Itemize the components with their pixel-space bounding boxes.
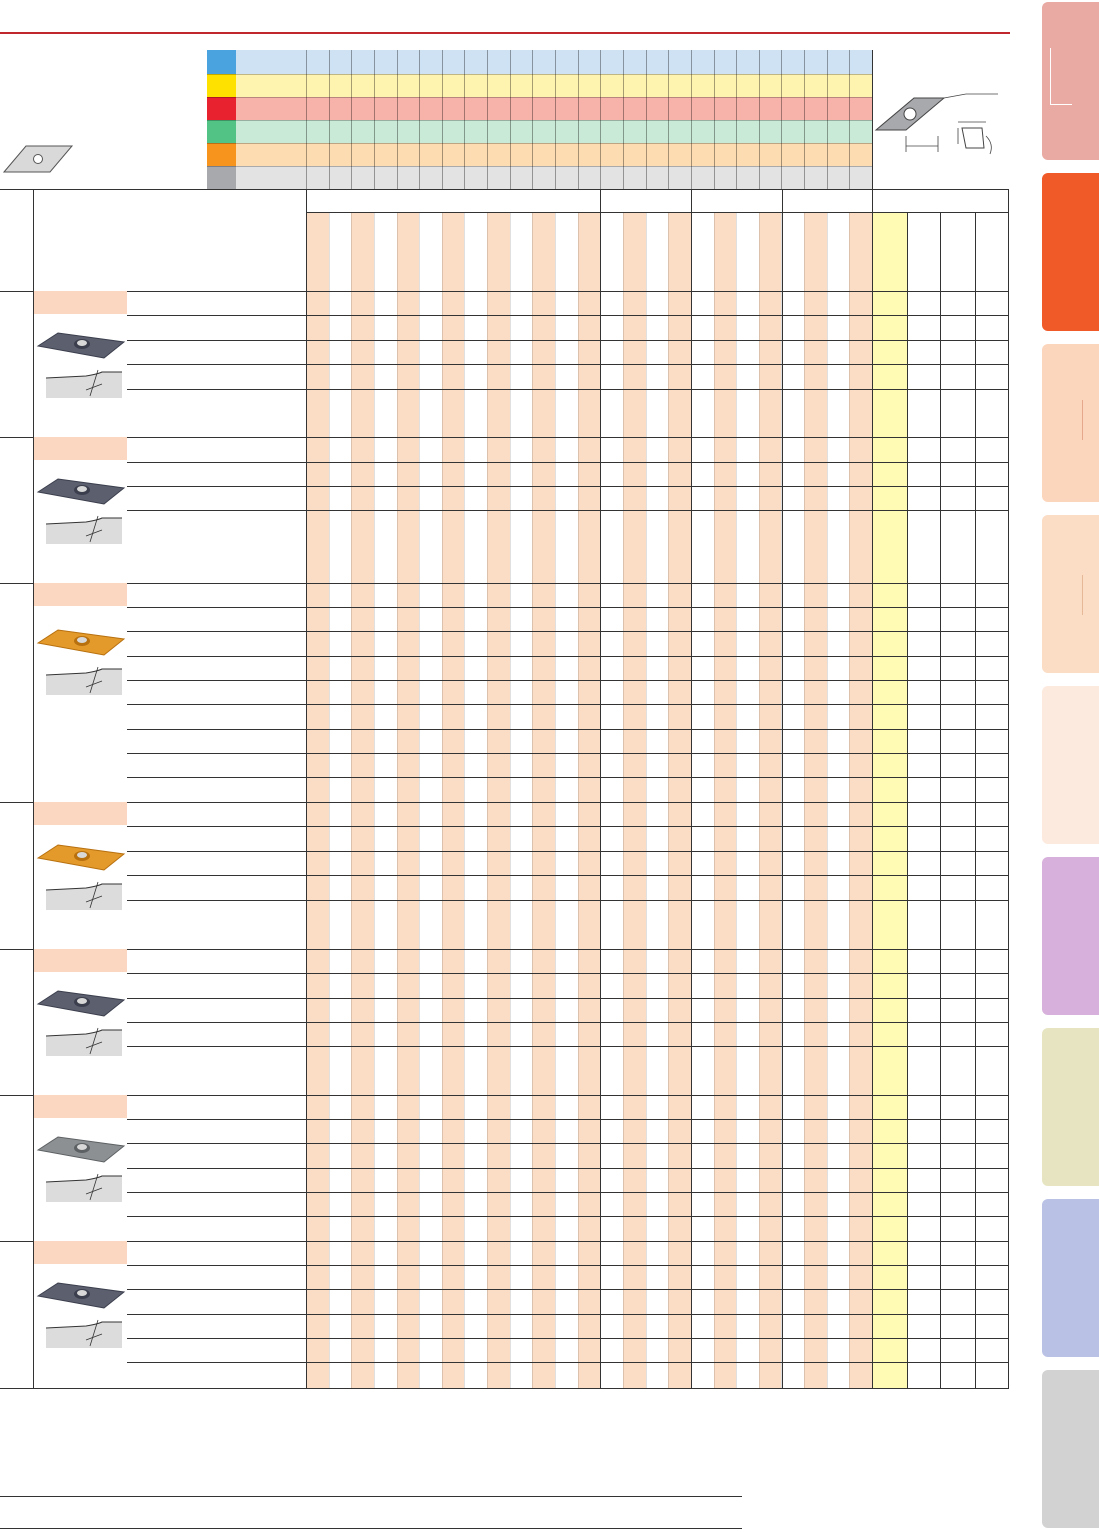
table-row bbox=[127, 656, 1009, 657]
chipbreaker-label bbox=[34, 1095, 127, 1118]
table-row bbox=[127, 1362, 1009, 1363]
table-row bbox=[127, 486, 1009, 487]
band-column-line bbox=[759, 50, 760, 189]
material-group-swatch bbox=[207, 74, 236, 97]
material-group-band bbox=[236, 120, 872, 143]
band-column-line bbox=[397, 50, 398, 189]
table-bottom-rule bbox=[0, 1388, 1009, 1389]
column-group-rule bbox=[306, 212, 1009, 213]
band-column-line bbox=[714, 50, 715, 189]
band-column-line bbox=[510, 50, 511, 189]
edge-profile-icon bbox=[46, 880, 122, 910]
edge-profile-icon bbox=[46, 514, 122, 544]
band-column-line bbox=[464, 50, 465, 189]
table-row bbox=[127, 1216, 1009, 1217]
band-column-line bbox=[827, 50, 828, 189]
column-group-divider bbox=[691, 189, 692, 1388]
table-row bbox=[127, 1143, 1009, 1144]
table-row bbox=[127, 1192, 1009, 1193]
footer-rule-bottom bbox=[0, 1528, 742, 1529]
table-row bbox=[127, 1314, 1009, 1315]
material-group-band bbox=[236, 97, 872, 120]
side-tab-marker bbox=[1050, 48, 1051, 104]
chipbreaker-label bbox=[34, 437, 127, 460]
table-row bbox=[127, 607, 1009, 608]
column-group-divider bbox=[782, 189, 783, 1388]
table-row bbox=[127, 680, 1009, 681]
section-rule bbox=[0, 1095, 1009, 1096]
band-column-line bbox=[555, 50, 556, 189]
table-row bbox=[127, 340, 1009, 341]
edge-profile-icon bbox=[46, 665, 122, 695]
table-row bbox=[127, 364, 1009, 365]
table-row bbox=[127, 1119, 1009, 1120]
insert-photo-dark bbox=[36, 476, 126, 506]
footer-rule-top bbox=[0, 1496, 742, 1497]
material-group-band bbox=[236, 143, 872, 166]
material-group-swatch bbox=[207, 97, 236, 120]
band-column-line bbox=[668, 50, 669, 189]
table-row bbox=[127, 315, 1009, 316]
table-row bbox=[127, 462, 1009, 463]
insert-photo-dark bbox=[36, 330, 126, 360]
table-row bbox=[127, 777, 1009, 778]
band-column-line bbox=[532, 50, 533, 189]
section-label-divider bbox=[33, 189, 34, 1388]
table-row bbox=[127, 1022, 1009, 1023]
table-row bbox=[127, 973, 1009, 974]
section-rule bbox=[0, 1241, 1009, 1242]
band-column-line bbox=[623, 50, 624, 189]
table-row bbox=[127, 826, 1009, 827]
material-group-band bbox=[236, 166, 872, 189]
material-group-band bbox=[236, 50, 872, 74]
side-tab bbox=[1042, 857, 1099, 1015]
insert-photo-gold bbox=[36, 842, 126, 872]
material-group-swatch bbox=[207, 120, 236, 143]
table-row bbox=[127, 900, 1009, 901]
band-column-line bbox=[600, 50, 601, 189]
chipbreaker-label bbox=[34, 583, 127, 606]
band-column-line bbox=[872, 50, 873, 189]
side-tab bbox=[1042, 1199, 1099, 1357]
edge-profile-icon bbox=[46, 368, 122, 398]
material-group-swatch bbox=[207, 50, 236, 74]
band-column-line bbox=[306, 50, 307, 189]
table-top-rule bbox=[0, 189, 1009, 190]
insert-photo-dark bbox=[36, 988, 126, 1018]
band-column-line bbox=[781, 50, 782, 189]
band-column-line bbox=[736, 50, 737, 189]
band-column-line bbox=[691, 50, 692, 189]
chipbreaker-label bbox=[34, 949, 127, 972]
insert-photo-gold bbox=[36, 627, 126, 657]
header-rule bbox=[0, 32, 1010, 34]
table-row bbox=[127, 389, 1009, 390]
table-row bbox=[127, 1289, 1009, 1290]
side-tab bbox=[1042, 1028, 1099, 1186]
section-rule bbox=[0, 802, 1009, 803]
material-group-swatch bbox=[207, 143, 236, 166]
band-column-line bbox=[578, 50, 579, 189]
section-rule bbox=[0, 949, 1009, 950]
side-tab bbox=[1042, 686, 1099, 844]
band-column-line bbox=[849, 50, 850, 189]
side-tab bbox=[1042, 1370, 1099, 1528]
chipbreaker-label bbox=[34, 802, 127, 825]
table-row bbox=[127, 875, 1009, 876]
material-group-band bbox=[236, 74, 872, 97]
band-column-line bbox=[487, 50, 488, 189]
table-row bbox=[127, 1168, 1009, 1169]
insert-dimension-diagram-icon bbox=[874, 88, 1004, 160]
section-rule bbox=[0, 437, 1009, 438]
side-tab-marker bbox=[1082, 400, 1083, 440]
land-profile-icon bbox=[46, 1026, 122, 1056]
land-profile-icon bbox=[46, 1318, 122, 1348]
band-column-line bbox=[419, 50, 420, 189]
insert-photo-grey bbox=[36, 1134, 126, 1164]
column-group-divider bbox=[600, 189, 601, 1388]
side-tab bbox=[1042, 344, 1099, 502]
table-row bbox=[127, 704, 1009, 705]
insert-photo-dark bbox=[36, 1280, 126, 1310]
side-tab-marker bbox=[1050, 104, 1072, 105]
section-rule bbox=[0, 583, 1009, 584]
section-rule bbox=[0, 291, 1009, 292]
table-row bbox=[127, 729, 1009, 730]
table-right-border bbox=[1008, 189, 1009, 1388]
band-column-line bbox=[351, 50, 352, 189]
column-group-divider bbox=[872, 189, 873, 1388]
table-row bbox=[127, 1338, 1009, 1339]
table-row bbox=[127, 510, 1009, 511]
side-tab bbox=[1042, 515, 1099, 673]
table-row bbox=[127, 1265, 1009, 1266]
chipbreaker-label bbox=[34, 291, 127, 314]
table-row bbox=[127, 631, 1009, 632]
rhombic-insert-icon bbox=[2, 144, 74, 174]
band-column-line bbox=[329, 50, 330, 189]
table-row bbox=[127, 753, 1009, 754]
band-column-line bbox=[646, 50, 647, 189]
side-tab-marker bbox=[1082, 575, 1083, 615]
table-row bbox=[127, 998, 1009, 999]
table-row bbox=[127, 1046, 1009, 1047]
band-column-line bbox=[374, 50, 375, 189]
chipbreaker-label bbox=[34, 1241, 127, 1264]
band-column-line bbox=[804, 50, 805, 189]
land-profile-icon bbox=[46, 1172, 122, 1202]
table-row bbox=[127, 851, 1009, 852]
side-tab bbox=[1042, 173, 1099, 331]
material-group-swatch bbox=[207, 166, 236, 189]
name-column-divider bbox=[306, 189, 307, 1388]
band-column-line bbox=[442, 50, 443, 189]
